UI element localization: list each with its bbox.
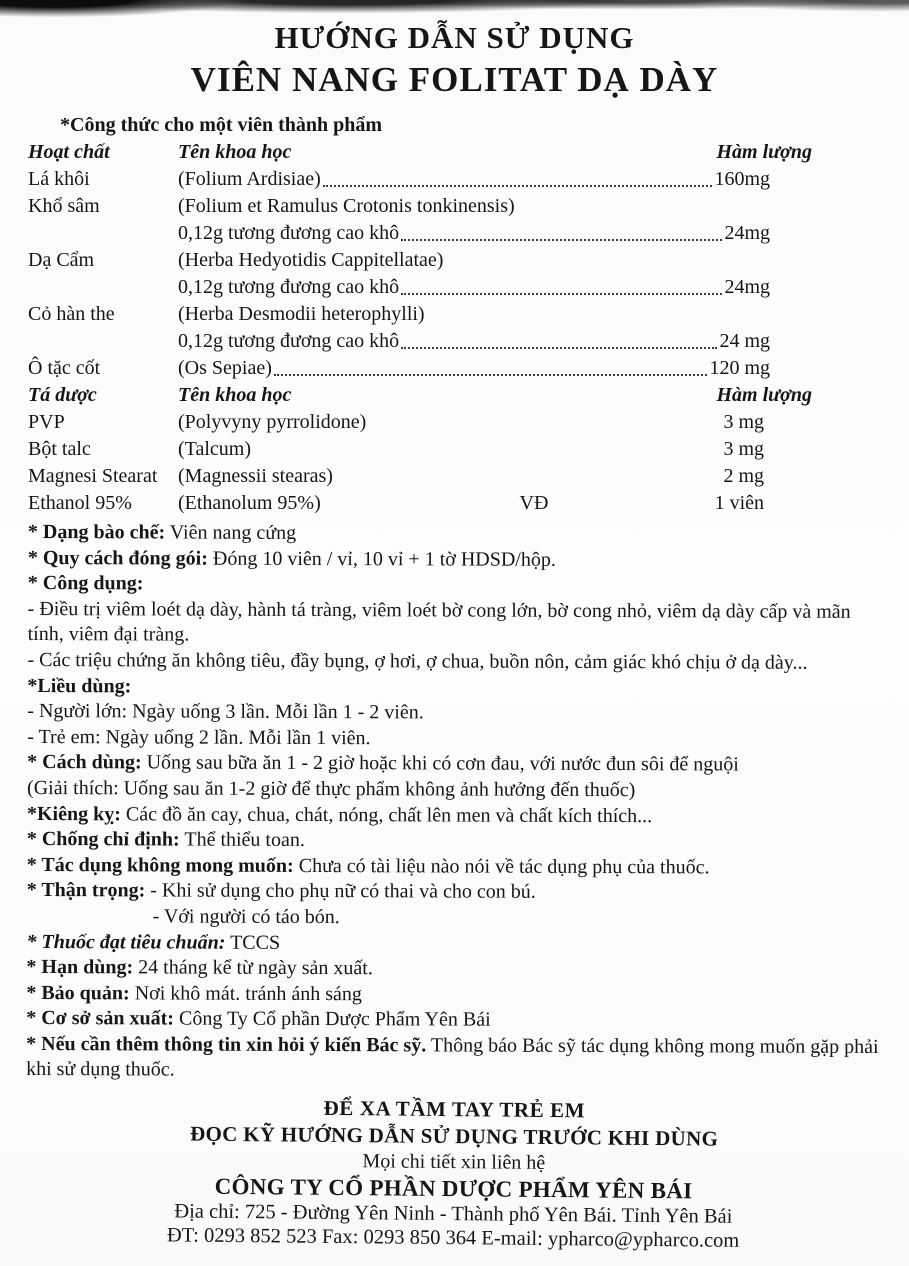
excipient-amount: 1 viên <box>714 492 764 514</box>
table-row <box>28 220 770 247</box>
read-instructions-warning: ĐỌC KỸ HƯỚNG DẪN SỬ DỤNG TRƯỚC KHI DÙNG <box>189 1121 719 1151</box>
table-row <box>28 193 770 220</box>
info-label: * Bảo quản: <box>26 981 130 1005</box>
dot-leader <box>323 185 713 187</box>
header-amount: Hàm lượng <box>716 384 812 406</box>
info-label: * Công dụng: <box>27 572 144 595</box>
info-text: (Giải thích: Uống sau ăn 1-2 giờ để thực phẩm không ảnh hưởng đến thuốc) <box>27 776 636 802</box>
info-text: Các đồ ăn cay, chua, chát, nóng, chất lên men và chất kích thích... <box>120 802 653 827</box>
info-label: * Cơ sở sản xuất: <box>26 1007 175 1030</box>
table-row <box>28 301 770 328</box>
ingredient-science: 0,12g tương đương cao khô <box>178 222 400 244</box>
info-line-standard <box>26 929 879 958</box>
info-text: Chưa có tài liệu nào nói về tác dụng phụ của thuốc. <box>293 854 710 879</box>
info-label: * Thuốc đạt tiêu chuẩn: <box>26 930 226 954</box>
info-label: * Tác dụng không mong muốn: <box>26 853 294 877</box>
dot-leader <box>401 239 722 241</box>
dot-leader <box>401 347 717 349</box>
excipient-qs <box>478 409 590 436</box>
ingredient-amount: 24mg <box>724 222 770 244</box>
info-section <box>26 520 881 1086</box>
info-line-precautions <box>27 878 880 907</box>
contact-intro: Mọi chi tiết xin liên hệ <box>362 1150 546 1175</box>
table-row <box>28 436 770 463</box>
actives-table-header <box>28 139 812 166</box>
company-address: Địa chỉ: 725 - Đường Yên Ninh - Thành phố Yên Bái. Tỉnh Yên Bái <box>174 1200 733 1228</box>
info-text: Uống sau bữa ăn 1 - 2 giờ hoặc khi có cơn đau, với nước đun sôi để nguội <box>141 751 739 776</box>
excipient-qs <box>478 436 590 463</box>
footer-section <box>27 1093 881 1254</box>
info-label: *Liều dùng: <box>27 674 132 697</box>
info-text: Đóng 10 viên / vỉ, 10 vỉ + 1 tờ HDSD/hộp. <box>207 547 556 571</box>
table-row <box>28 274 770 301</box>
ingredient-amount: 24 mg <box>719 330 770 352</box>
info-text: TCCS <box>225 931 281 954</box>
info-text: - Khi sử dụng cho phụ nữ có thai và cho con bú. <box>145 879 536 904</box>
keep-away-warning: ĐỂ XA TẦM TAY TRẺ EM <box>323 1095 586 1123</box>
info-line-administration <box>27 750 880 779</box>
company-name: CÔNG TY CỔ PHẦN DƯỢC PHẨM YÊN BÁI <box>214 1173 693 1204</box>
info-text: Thể thiểu toan. <box>179 828 305 852</box>
info-text: Thông báo Bác sỹ tác dụng không mong muốn gặp phải khi sử dụng thuốc. <box>26 1034 879 1081</box>
excipient-qs: VĐ <box>519 492 549 514</box>
info-label: * Cách dùng: <box>27 751 142 774</box>
info-text: - Các triệu chứng ăn không tiêu, đầy bụng, ợ hơi, ợ chua, buồn nôn, cảm giác khó chịu ở dạ dày... <box>27 648 808 674</box>
table-row <box>28 355 770 382</box>
info-line-avoid <box>27 802 880 831</box>
info-label: * Hạn dùng: <box>26 956 134 979</box>
ingredient-name: Lá khôi <box>28 168 90 190</box>
ingredient-science: (Folium et Ramulus Crotonis tonkinensis) <box>178 195 515 217</box>
ingredient-amount: 160mg <box>714 168 770 190</box>
info-line-indication-2 <box>27 648 880 677</box>
info-line-packaging <box>28 546 881 575</box>
info-label: * Dạng bào chế: <box>27 521 166 544</box>
excipient-science: (Ethanolum 95%) <box>178 492 321 514</box>
excipient-amount: 3 mg <box>723 438 764 460</box>
info-text: Nơi khô mát. tránh ánh sáng <box>129 982 362 1005</box>
info-text: - Trẻ em: Ngày uống 2 lần. Mỗi lần 1 viên. <box>27 725 371 749</box>
excipient-name: Magnesi Stearat <box>28 465 158 487</box>
excipient-science: (Talcum) <box>178 438 252 460</box>
info-line-indications-heading <box>28 571 881 600</box>
info-line-manufacturer <box>26 1006 879 1035</box>
table-row <box>28 166 770 193</box>
info-line-contraindications <box>27 827 880 856</box>
info-line-side-effects <box>27 853 880 882</box>
header-active-ingredient: Hoạt chất <box>28 141 110 163</box>
excipient-name: Bột talc <box>28 438 91 460</box>
info-line-indication-1 <box>28 597 881 651</box>
table-row <box>28 463 770 490</box>
info-label: * Quy cách đóng gói: <box>27 546 208 570</box>
info-line-dosage-adults <box>27 699 880 728</box>
excipient-amount: 3 mg <box>723 411 764 433</box>
info-line-shelf-life <box>26 955 879 984</box>
info-label: *Kiêng kỵ: <box>26 802 121 825</box>
ingredient-science: (Herba Desmodii heterophylli) <box>178 303 425 325</box>
header-amount: Hàm lượng <box>716 141 812 163</box>
excipient-science: (Polyvyny pyrrolidone) <box>178 411 367 433</box>
info-text: - Người lớn: Ngày uống 3 lần. Mỗi lần 1 - 2 viên. <box>27 700 424 724</box>
page-title-line2: VIÊN NANG FOLITAT DẠ DÀY <box>190 60 719 99</box>
excipient-science: (Magnessii stearas) <box>178 465 333 487</box>
ingredient-name: Cỏ hàn the <box>28 303 115 325</box>
dot-leader <box>401 293 722 295</box>
table-row <box>28 328 770 355</box>
info-line-dosage-children <box>27 725 880 754</box>
excipient-amount: 2 mg <box>723 465 764 487</box>
ingredient-science: (Folium Ardisiae) <box>178 168 321 190</box>
ingredient-science: 0,12g tương đương cao khô <box>178 330 400 352</box>
ingredient-science: (Os Sepiae) <box>178 357 272 379</box>
info-label: * Thận trọng: <box>26 879 146 902</box>
header-excipient: Tá dược <box>28 384 97 406</box>
info-label: * Nếu cần thêm thông tin xin hỏi ý kiến Bác sỹ. <box>26 1032 427 1057</box>
table-row <box>28 490 770 517</box>
ingredient-name: Khổ sâm <box>28 195 100 217</box>
info-text: Viên nang cứng <box>165 521 297 544</box>
page-title-line1: HƯỚNG DẪN SỬ DỤNG <box>274 20 635 55</box>
info-line-storage <box>26 981 879 1010</box>
excipient-name: PVP <box>28 411 65 433</box>
table-row <box>28 247 770 274</box>
info-text: 24 tháng kể từ ngày sản xuất. <box>133 956 373 980</box>
excipient-name: Ethanol 95% <box>28 492 132 514</box>
excipient-qs <box>478 463 590 490</box>
info-line-consult-doctor <box>26 1032 879 1086</box>
ingredient-name: Dạ Cẩm <box>28 249 95 271</box>
header-scientific-name: Tên khoa học <box>178 384 292 406</box>
info-line-dosage-form <box>28 520 881 549</box>
info-line-precautions-2 <box>153 904 880 932</box>
info-line-dosage-heading <box>27 674 880 703</box>
info-line-administration-note <box>27 776 880 805</box>
actives-table <box>28 139 812 517</box>
dot-leader <box>274 374 708 376</box>
formula-note: *Công thức cho một viên thành phẩm <box>60 114 383 136</box>
info-text: Công Ty Cổ phần Dược Phẩm Yên Bái <box>173 1007 491 1031</box>
info-label: * Chống chỉ định: <box>26 828 180 851</box>
table-row <box>28 409 770 436</box>
ingredient-name: Ô tặc cốt <box>28 357 101 379</box>
header-scientific-name: Tên khoa học <box>178 141 292 163</box>
ingredient-amount: 24mg <box>724 276 770 298</box>
ingredient-science: 0,12g tương đương cao khô <box>178 276 400 298</box>
info-text: - Điều trị viêm loét dạ dày, hành tá tràng, viêm loét bờ cong lớn, bờ cong nhỏ, viêm dạ dày cấp và mãn tính, viêm đại tràng. <box>27 597 851 646</box>
info-text: - Với người có táo bón. <box>152 905 340 928</box>
excipients-table-header <box>28 382 812 409</box>
company-phone-fax-email: ĐT: 0293 852 523 Fax: 0293 850 364 E-mail: ypharco@ypharco.com <box>166 1224 740 1252</box>
ingredient-science: (Herba Hedyotidis Cappitellatae) <box>178 249 444 271</box>
ingredient-amount: 120 mg <box>709 357 770 379</box>
